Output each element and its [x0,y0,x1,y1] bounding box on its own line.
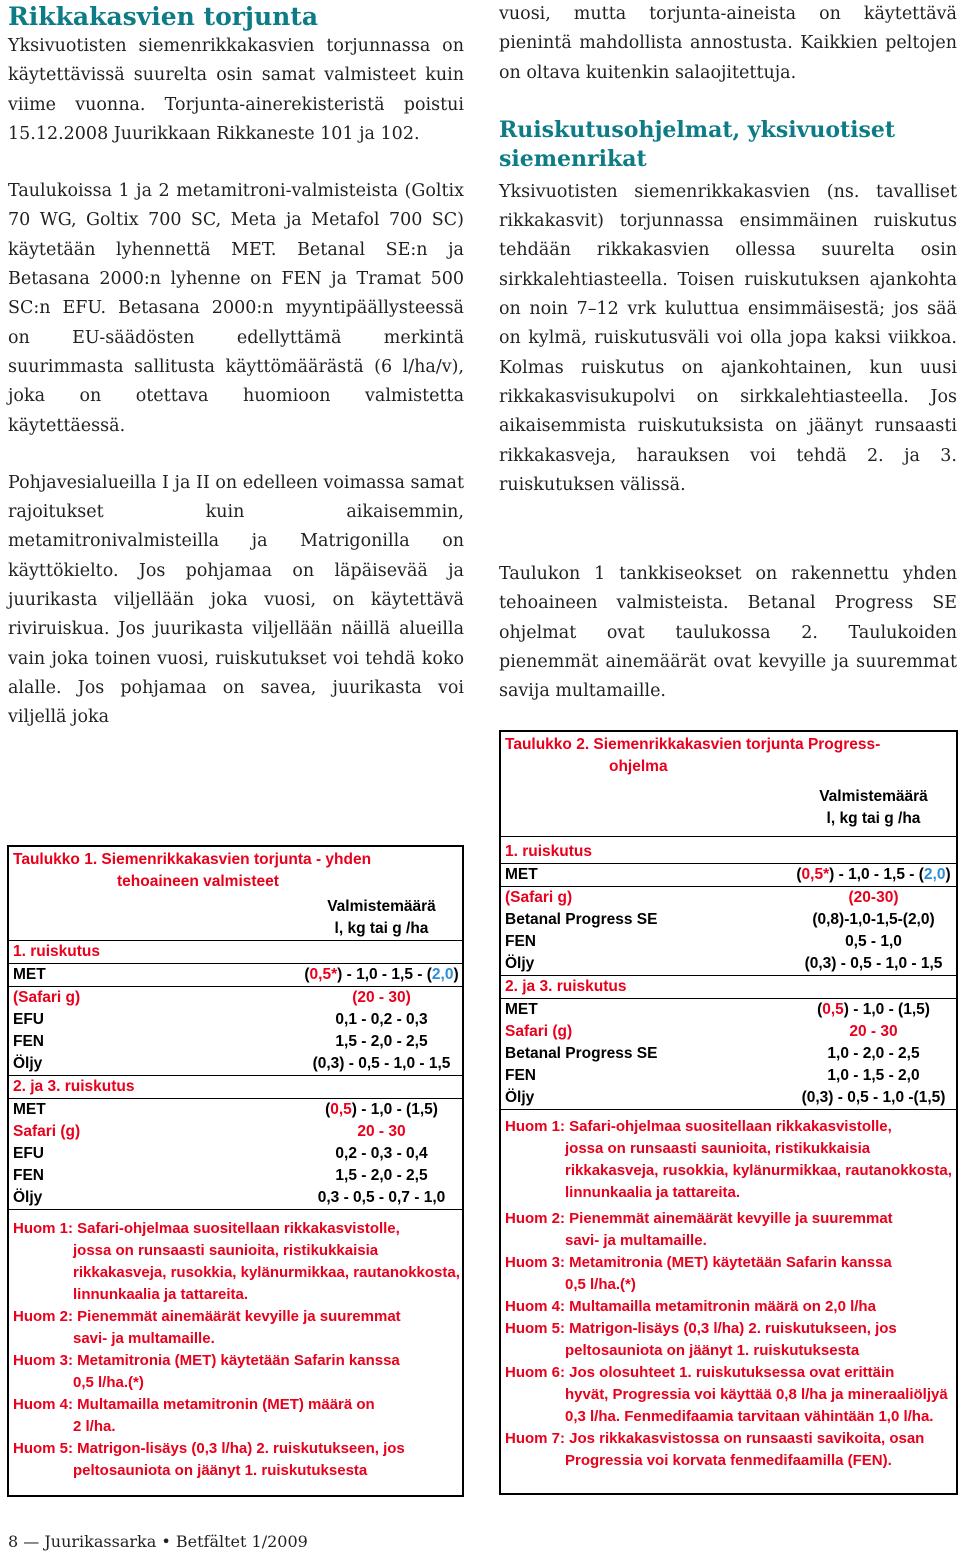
section-heading: Ruiskutusohjelmat, yksivuotiset siemenrikat [499,116,896,172]
table-row: EFU 0,1 - 0,2 - 0,3 [13,1011,428,1028]
table-1-section-2: 2. ja 3. ruiskutus [9,1076,462,1099]
note: Huom 2: Pienemmät ainemäärät kevyille ja suuremmat savi- ja multamaille. [505,1210,893,1249]
right-column [499,0,957,707]
magazine-name: Juurikassarka [44,1532,157,1551]
note: Huom 5: Matrigon-lisäys (0,3 l/ha) 2. ruiskutukseen, jos peltosauniota on jäänyt 1. ruiskutuksesta [13,1440,405,1479]
article-heading: Rikkakasvien torjunta [8,2,319,31]
note: Huom 4: Multamailla metamitronin (MET) määrä on 2 l/ha. [13,1396,375,1435]
note: Huom 3: Metamitronia (MET) käytetään Safarin kanssa 0,5 l/ha.(*) [505,1254,892,1293]
left-paragraph-1: Yksivuotisten siemenrikkakasvien torjunnassa on käytettävissä suurelta osin samat valmisteet kuin viime vuonna. Torjunta-ainerekisteristä poistui 15.12.2008 Juurikkaan Rikkaneste 101 ja 102. [8,36,464,144]
left-paragraph-3: Pohjavesialueilla I ja II on edelleen voimassa samat rajoitukset kuin aikaisemmin, metamitronivalmisteilla ja Matrigonilla on käyttökielto. Jos pohjamaa on läpäisevää ja juurikasta viljellään joka vuosi, on käytettävä riviruiskua. Jos juurikasta viljellään näillä alueilla vain joka toinen vuosi, ruiskutukset voi tehdä koko alalle. Jos pohjamaa on savea, juurikasta voi viljellä joka [8,472,464,728]
table-row: Öljy 0,3 - 0,5 - 0,7 - 1,0 [9,1187,462,1210]
left-paragraph-2: Taulukoissa 1 ja 2 metamitroni-valmisteista (Goltix 70 WG, Goltix 700 SC, Meta ja Metafol 700 SC) käytetään lyhennettä MET. Betanal SE:n ja Betasana 2000:n lyhenne on FEN ja Tramat 500 SC:n EFU. Betasana 2000:n myyntipäällysteessä on EU-säädösten edellyttämä merkintä suurimmasta sallitusta käyttömäärästä (6 l/ha/v), joka on otettava huomioon valmistetta käytettäessä. [8,181,464,436]
table-2-column-head: Valmistemäärä [819,788,928,805]
note: Huom 5: Matrigon-lisäys (0,3 l/ha) 2. ruiskutukseen, jos peltosauniota on jäänyt 1. ruiskutuksesta [505,1320,897,1359]
note: Huom 6: Jos olosuhteet 1. ruiskutuksessa ovat erittäin hyvät, Progressia voi käyttää 0,8 l/ha ja mineraaliöljyä 0,3 l/ha. Fenmedifaamia tarvitaan vähintään 1,0 l/ha. [505,1364,948,1425]
table-1-column-head: Valmistemäärä [327,898,436,915]
table-1-section-1: 1. ruiskutus [9,941,462,964]
table-row: FEN 1,5 - 2,0 - 2,5 [13,1033,428,1050]
table-1-caption: Taulukko 1. Siemenrikkakasvien torjunta - yhden [13,851,372,868]
right-paragraph-2: Yksivuotisten siemenrikkakasvien (ns. tavalliset rikkakasvit) torjunnassa ensimmäinen ruiskutus tehdään rikkakasvien ollessa suurelta osin sirkkalehtiasteella. Toisen ruiskutuksen ajankohta on noin 7–12 vrk kuluttua ensimmäisestä; jos sää on kylmä, ruiskutusväli voi olla jopa kaksi viikkoa. Kolmas ruiskutus on ajankohtainen, kun uusi rikkakasvisukupolvi on sirkkalehtiasteella. Jos aikaisemmista ruiskutuksista on jäänyt runsaasti rikkakasveja, harauksen voi tehdä 2. ja 3. ruiskutuksen välissä. [499,181,957,495]
table-row: Öljy (0,3) - 0,5 - 1,0 - 1,5 [9,1053,462,1076]
table-row: Betanal Progress SE 1,0 - 2,0 - 2,5 [505,1045,920,1062]
table-row: Safari (g) 20 - 30 [13,1123,406,1140]
table-row: (Safari g) (20 - 30) [13,989,411,1006]
table-row: Safari (g) 20 - 30 [505,1023,898,1040]
note: Huom 2: Pienemmät ainemäärät kevyille ja suuremmat savi- ja multamaille. [13,1308,401,1347]
note: Huom 1: Safari-ohjelmaa suositellaan rikkakasvistolle, jossa on runsaasti saunioita, ristikukkaisia rikkakasveja, rusokkia, kylänurmikkaa, rautanokkosta, linnunkaalia ja tattareita. [505,1118,952,1201]
table-row: MET (0,5*) - 1,0 - 1,5 - (2,0) [501,864,956,887]
note: Huom 7: Jos rikkakasvistossa on runsaasti savikoita, osan Progressia voi korvata fenmedifaamilla (FEN). [505,1430,925,1469]
page-footer: 8 — Juurikassarka • Betfältet 1/2009 [8,1532,308,1551]
note: Huom 3: Metamitronia (MET) käytetään Safarin kanssa 0,5 l/ha.(*) [13,1352,400,1391]
table-row: EFU 0,2 - 0,3 - 0,4 [13,1145,428,1162]
note: Huom 1: Safari-ohjelmaa suositellaan rikkakasvistolle, jossa on runsaasti saunioita, ristikukkaisia rikkakasveja, rusokkia, kylänurmikkaa, rautanokkosta, linnunkaalia ja tattareita. [13,1220,460,1303]
table-2-section-1: 1. ruiskutus [501,841,956,864]
right-paragraph-1: vuosi, mutta torjunta-aineista on käytettävä pienintä mahdollista annostusta. Kaikkien peltojen on oltava kuitenkin salaojitettuja. [499,4,957,83]
table-row: Öljy (0,3) - 0,5 - 1,0 -(1,5) [501,1087,956,1110]
table-2: Taulukko 2. Siemenrikkakasvien torjunta Progress- ohjelma Valmistemäärä l, kg tai g /ha 1. ruiskutus MET (0,5*) - 1,0 - 1,5 - (2,0) (Safari g) (20-30) Betanal Progress SE (0,8)-1,0-1,5-(2,0) FEN 0,5 - 1,0 Öljy (0,3) - 0,5 - 1,0 - 1,5 2. ja 3. ruiskutus MET (0,5) - 1,0 - (1,5) Safari (g) 20 - 30 Betanal Progress SE 1,0 - 2,0 - 2,5 FEN 1,0 - 1,5 - 2,0 Öljy (0,3) - 0,5 - 1,0 -(1,5) Huom 1: Safari-ohjelmaa suositellaan rikkakasvistolle, jossa on runsaasti saunioita, ristikukkaisia rikkakasveja, rusokkia, kylänurmikkaa, rautanokkosta, linnunkaalia ja tattareita. Huom 2: Pienemmät ainemäärät kevyille ja suuremmat savi- ja multamaille. Huom 3: Metamitronia (MET) käytetään Safarin kanssa 0,5 l/ha.(*) Huom 4: Multamailla metamitronin määrä on 2,0 l/ha Huom 5: Matrigon-lisäys (0,3 l/ha) 2. ruiskutukseen, jos peltosauniota on jäänyt 1. ruiskutuksesta Huom 6: Jos olosuhteet 1. ruiskutuksessa ovat erittäin hyvät, Progressia voi käyttää 0,8 l/ha ja mineraaliöljyä 0,3 l/ha. Fenmedifaamia tarvitaan vähintään 1,0 l/ha. Huom 7: Jos rikkakasvistossa on runsaasti savikoita, osan Progressia voi korvata fenmedifaamilla (FEN). [499,730,958,1495]
table-row: (Safari g) (20-30) [505,889,899,906]
issue-label: Betfältet 1/2009 [175,1532,308,1551]
table-row: Öljy (0,3) - 0,5 - 1,0 - 1,5 [501,953,956,976]
note: Huom 4: Multamailla metamitronin määrä on 2,0 l/ha [505,1298,876,1315]
table-row: Betanal Progress SE (0,8)-1,0-1,5-(2,0) [505,911,935,928]
table-row: MET (0,5) - 1,0 - (1,5) [13,1101,438,1118]
table-row: MET (0,5) - 1,0 - (1,5) [505,1001,930,1018]
table-row: FEN 1,5 - 2,0 - 2,5 [13,1167,428,1184]
table-row: MET (0,5*) - 1,0 - 1,5 - (2,0) [9,964,462,987]
page-number: 8 [8,1532,19,1551]
table-2-caption: Taulukko 2. Siemenrikkakasvien torjunta Progress- [505,736,881,753]
table-2-section-2: 2. ja 3. ruiskutus [501,976,956,999]
table-1: Taulukko 1. Siemenrikkakasvien torjunta - yhden tehoaineen valmisteet Valmistemäärä l, kg tai g /ha 1. ruiskutus MET (0,5*) - 1,0 - 1,5 - (2,0) (Safari g) (20 - 30) EFU 0,1 - 0,2 - 0,3 FEN 1,5 - 2,0 - 2,5 Öljy (0,3) - 0,5 - 1,0 - 1,5 2. ja 3. ruiskutus MET (0,5) - 1,0 - (1,5) Safari (g) 20 - 30 EFU 0,2 - 0,3 - 0,4 FEN 1,5 - 2,0 - 2,5 Öljy 0,3 - 0,5 - 0,7 - 1,0 Huom 1: Safari-ohjelmaa suositellaan rikkakasvistolle, jossa on runsaasti saunioita, ristikukkaisia rikkakasveja, rusokkia, kylänurmikkaa, rautanokkosta, linnunkaalia ja tattareita. Huom 2: Pienemmät ainemäärät kevyille ja suuremmat savi- ja multamaille. Huom 3: Metamitronia (MET) käytetään Safarin kanssa 0,5 l/ha.(*) Huom 4: Multamailla metamitronin (MET) määrä on 2 l/ha. Huom 5: Matrigon-lisäys (0,3 l/ha) 2. ruiskutukseen, jos peltosauniota on jäänyt 1. ruiskutuksesta [7,845,464,1497]
table-row: FEN 1,0 - 1,5 - 2,0 [505,1067,920,1084]
right-paragraph-3: Taulukon 1 tankkiseokset on rakennettu yhden tehoaineen valmisteista. Betanal Progress SE ohjelmat ovat taulukossa 2. Taulukoiden pienemmät ainemäärät ovat kevyille ja suuremmat savija multamaille. [499,564,957,702]
table-1-notes [9,1218,462,1482]
left-column [8,2,464,733]
table-row: FEN 0,5 - 1,0 [505,933,902,950]
table-2-notes [501,1116,956,1472]
